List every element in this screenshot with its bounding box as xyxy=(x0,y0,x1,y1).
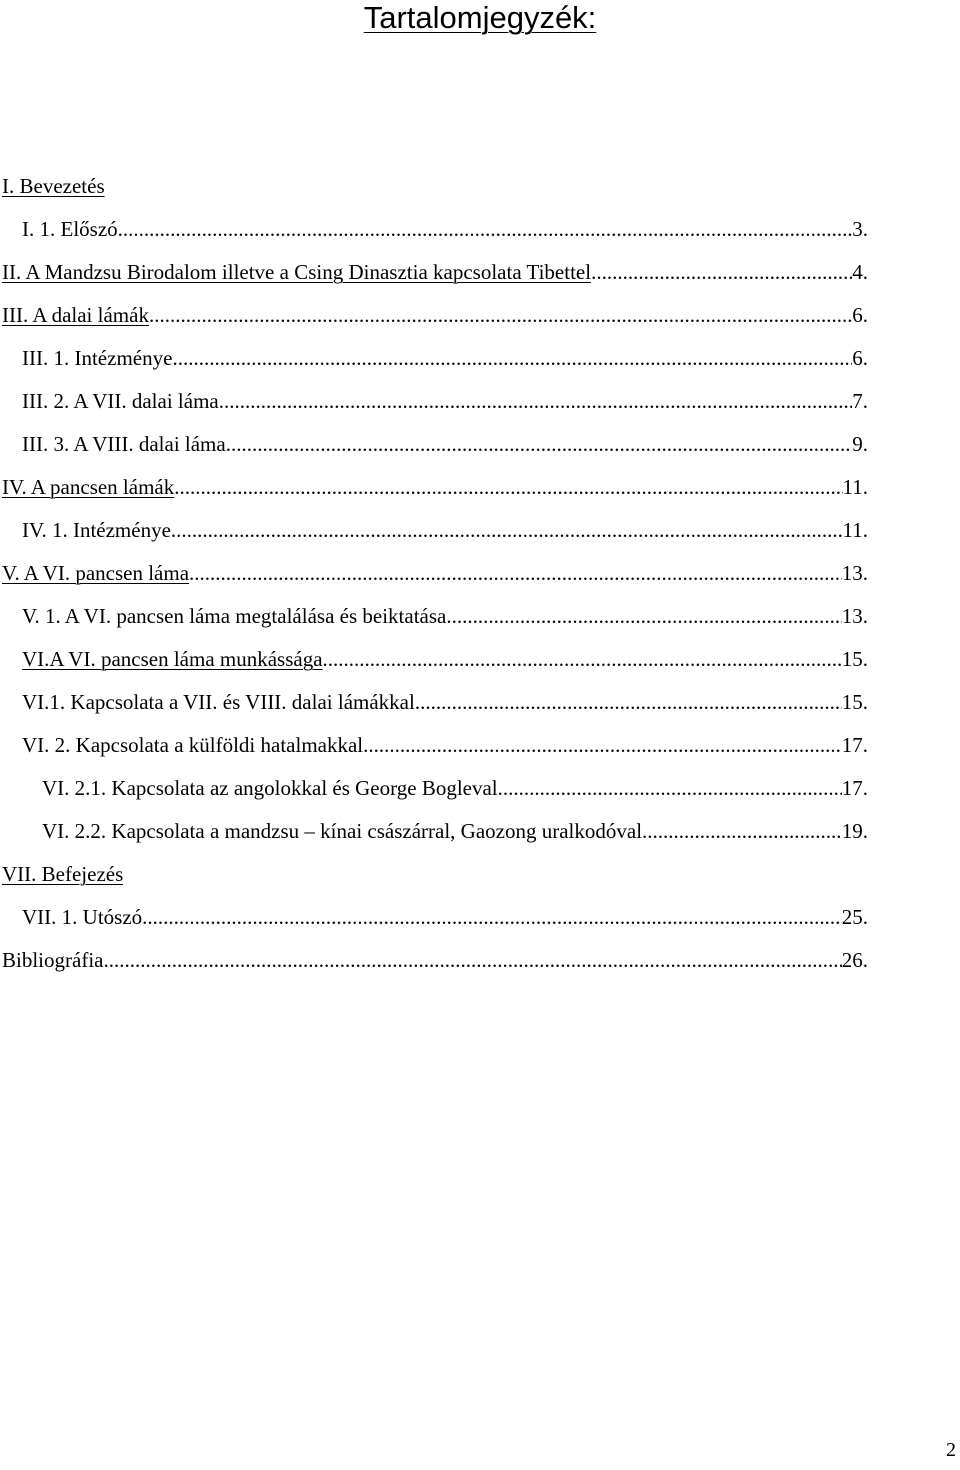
toc-leader-dots xyxy=(174,472,842,502)
toc-entry-kapcsolata-lamakkal[interactable] xyxy=(22,687,868,717)
toc-leader-dots xyxy=(446,601,841,631)
toc-entry-befejezes[interactable] xyxy=(2,859,123,889)
toc-entry-munkassaga[interactable] xyxy=(22,644,868,674)
document-title: Tartalomjegyzék: xyxy=(363,0,597,35)
toc-entry-label: IV. 1. Intézménye xyxy=(22,518,171,542)
toc-entry-vii-dalai-lama[interactable] xyxy=(22,386,868,416)
toc-entry-megtalalasa[interactable] xyxy=(22,601,868,631)
toc-entry-dalai-lamak[interactable] xyxy=(2,300,868,330)
toc-leader-dots xyxy=(172,343,852,373)
toc-entry-page: 17. xyxy=(841,776,868,800)
toc-entry-label: IV. A pancsen lámák xyxy=(2,475,175,499)
toc-entry-bibliografia[interactable] xyxy=(2,945,868,975)
toc-entry-page: 19. xyxy=(841,819,868,843)
toc-entry-page: 4. xyxy=(852,260,868,284)
toc-entry-page: 25. xyxy=(841,905,868,929)
toc-entry-kulfoldi-hatalmak[interactable] xyxy=(22,730,868,760)
toc-entry-page: 11. xyxy=(842,475,868,499)
toc-leader-dots xyxy=(642,816,842,846)
toc-entry-label: III. 1. Intézménye xyxy=(22,346,173,370)
toc-leader-dots xyxy=(415,687,842,717)
toc-entry-page: 13. xyxy=(841,561,868,585)
toc-entry-label: III. 3. A VIII. dalai láma xyxy=(22,432,226,456)
toc-entry-angolok[interactable] xyxy=(42,773,868,803)
toc-entry-page: 6. xyxy=(852,346,868,370)
toc-leader-dots xyxy=(171,515,843,545)
toc-entry-utoszo[interactable] xyxy=(22,902,868,932)
toc-entry-label: I. 1. Előszó xyxy=(22,217,118,241)
toc-entry-page: 17. xyxy=(841,733,868,757)
toc-entry-pancsen-lamak[interactable] xyxy=(2,472,868,502)
toc-entry-label: III. 2. A VII. dalai láma xyxy=(22,389,219,413)
toc-entry-label: VI. 2.1. Kapcsolata az angolokkal és George Bogleval xyxy=(42,776,498,800)
toc-entry-eloszo[interactable] xyxy=(22,214,868,244)
toc-entry-page: 15. xyxy=(841,647,868,671)
toc-entry-label: VI. 2.2. Kapcsolata a mandzsu – kínai császárral, Gaozong uralkodóval xyxy=(42,819,643,843)
toc-leader-dots xyxy=(103,945,841,975)
toc-entry-page: 15. xyxy=(841,690,868,714)
toc-entry-label: VI.A VI. pancsen láma munkássága xyxy=(22,647,323,671)
toc-entry-label: VI.1. Kapcsolata a VII. és VIII. dalai lámákkal xyxy=(22,690,415,714)
toc-entry-page: 13. xyxy=(841,604,868,628)
toc-leader-dots xyxy=(363,730,842,760)
toc-leader-dots xyxy=(219,386,853,416)
toc-entry-label: III. A dalai lámák xyxy=(2,303,149,327)
toc-leader-dots xyxy=(142,902,842,932)
toc-entry-mandzsu-birodalom[interactable] xyxy=(2,257,868,287)
toc-entry-vi-pancsen-lama[interactable] xyxy=(2,558,868,588)
toc-entry-label: VI. 2. Kapcsolata a külföldi hatalmakkal xyxy=(22,733,364,757)
toc-entry-gaozong[interactable] xyxy=(42,816,868,846)
toc-entry-pancsen-intezmenye[interactable] xyxy=(22,515,868,545)
toc-entry-page: 6. xyxy=(852,303,868,327)
toc-entry-bevezetes[interactable] xyxy=(2,171,105,201)
toc-leader-dots xyxy=(118,214,853,244)
toc-entry-page: 26. xyxy=(841,948,868,972)
toc-leader-dots xyxy=(591,257,852,287)
toc-leader-dots xyxy=(226,429,853,459)
toc-entry-label: VII. 1. Utószó xyxy=(22,905,143,929)
toc-entry-label: VII. Befejezés xyxy=(2,862,124,886)
toc-entry-page: 3. xyxy=(852,217,868,241)
toc-leader-dots xyxy=(189,558,842,588)
toc-entry-label: V. A VI. pancsen láma xyxy=(2,561,190,585)
toc-entry-viii-dalai-lama[interactable] xyxy=(22,429,868,459)
toc-entry-label: V. 1. A VI. pancsen láma megtalálása és beiktatása xyxy=(22,604,447,628)
page-number: 2 xyxy=(946,1439,956,1461)
toc-entry-label: Bibliográfia xyxy=(2,948,104,972)
toc-entry-label: I. Bevezetés xyxy=(2,174,105,198)
toc-leader-dots xyxy=(323,644,842,674)
toc-entry-label: II. A Mandzsu Birodalom illetve a Csing Dinasztia kapcsolata Tibettel xyxy=(2,260,592,284)
toc-leader-dots xyxy=(149,300,852,330)
toc-entry-page: 7. xyxy=(852,389,868,413)
toc-leader-dots xyxy=(498,773,842,803)
toc-entry-page: 9. xyxy=(852,432,868,456)
toc-entry-page: 11. xyxy=(842,518,868,542)
toc-entry-dalai-intezmenye[interactable] xyxy=(22,343,868,373)
